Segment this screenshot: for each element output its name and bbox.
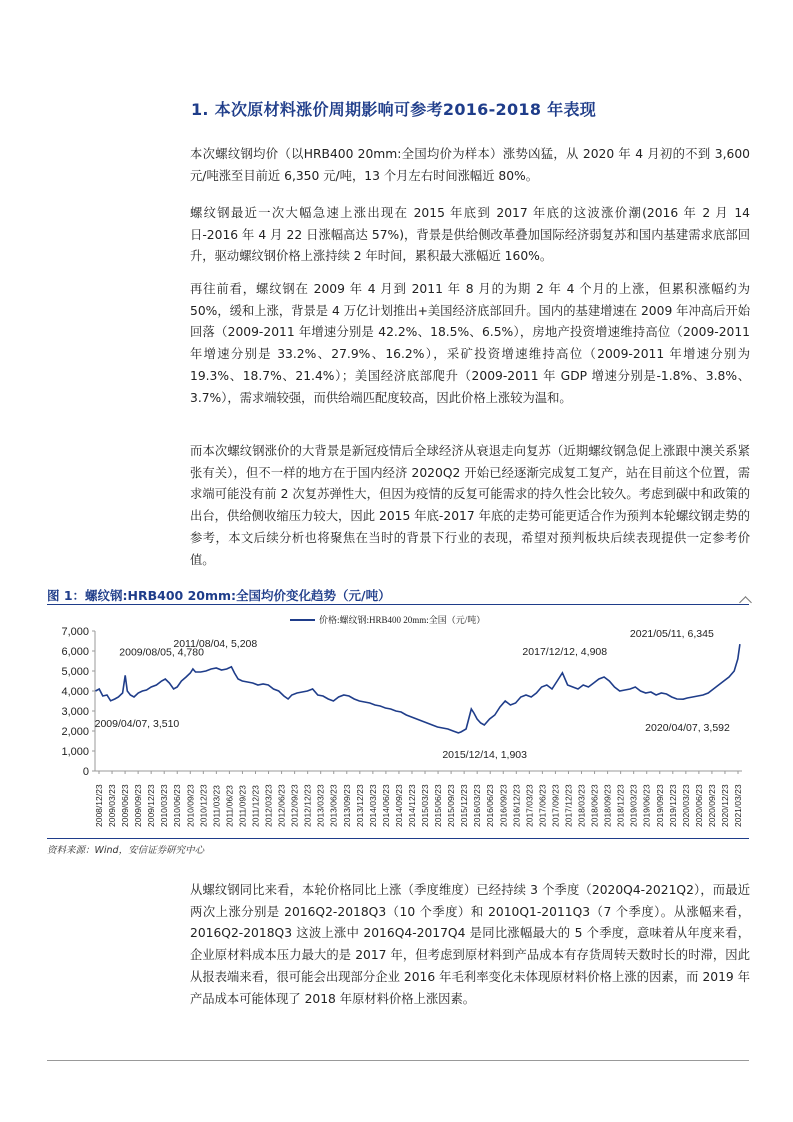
x-tick-label: 2015/03/23 xyxy=(420,784,431,827)
x-tick-label: 2014/03/23 xyxy=(367,784,378,827)
y-tick-label: 0 xyxy=(82,766,89,778)
x-tick-label: 2011/09/23 xyxy=(237,785,248,827)
figure-title: 图 1：螺纹钢:HRB400 20mm:全国均价变化趋势（元/吨） xyxy=(47,588,391,603)
x-tick-label: 2015/06/23 xyxy=(433,784,444,827)
x-tick-label: 2014/09/23 xyxy=(393,784,404,827)
x-tick-label: 2012/06/23 xyxy=(276,784,287,827)
x-tick-label: 2020/06/23 xyxy=(693,784,704,827)
x-tick-label: 2012/09/23 xyxy=(289,784,300,827)
paragraph-5: 从螺纹钢同比来看，本轮价格同比上涨（季度维度）已经持续 3 个季度（2020Q4-2021Q2），而最近两次上涨分别是 2016Q2-2018Q3（10 个季度）和 2010Q1-2011Q3（7 个季度）。从涨幅来看，2016Q2-2018Q3 这波上涨中 2016Q4-2017Q4 是同比涨幅最大的 5 个季度，意味着从年度来看，企业原材料成本压力最大的是 2017 年，但考虑到原材料到产品成本有存货周转天数时长的时滞，因此从报表端来看，很可能会出现部分企业 2016 年毛利率变化未体现原材料价格上涨的因素，而 2019 年产品成本可能体现了 2018 年原材料价格上涨因素。 xyxy=(190,883,750,1006)
y-tick-label: 5,000 xyxy=(61,666,89,678)
x-tick-label: 2009/12/23 xyxy=(146,784,157,827)
paragraph-1: 本次螺纹钢均价（以HRB400 20mm:全国均价为样本）涨势凶猛，从 2020 年 4 月初的不到 3,600 元/吨涨至目前近 6,350 元/吨，13 个月左右时间涨幅近 80%。 xyxy=(190,147,750,183)
x-tick-label: 2013/03/23 xyxy=(315,784,326,827)
x-tick-label: 2013/06/23 xyxy=(328,784,339,827)
x-tick-label: 2010/03/23 xyxy=(159,784,170,827)
y-tick-label: 4,000 xyxy=(61,686,89,698)
x-tick-label: 2018/03/23 xyxy=(576,784,587,827)
x-tick-label: 2021/03/23 xyxy=(733,784,743,827)
data-annotation: 2015/12/14, 1,903 xyxy=(442,748,527,761)
x-tick-label: 2020/12/23 xyxy=(719,784,730,827)
x-tick-label: 2016/03/23 xyxy=(472,784,483,827)
x-tick-label: 2020/03/23 xyxy=(680,784,691,827)
data-annotation: 2009/08/05, 4,780 xyxy=(119,646,204,659)
price-chart-svg xyxy=(40,609,750,839)
x-tick-label: 2017/12/23 xyxy=(563,784,574,827)
page-footer-rule xyxy=(47,1060,749,1061)
y-tick-label: 7,000 xyxy=(61,626,89,638)
x-tick-label: 2014/12/23 xyxy=(406,784,417,827)
x-tick-label: 2010/12/23 xyxy=(198,784,209,827)
legend-label: 价格:螺纹钢:HRB400 20mm:全国（元/吨） xyxy=(319,615,486,625)
data-annotation: 2011/08/04, 5,208 xyxy=(173,637,258,650)
data-annotation: 2021/05/11, 6,345 xyxy=(629,628,714,641)
x-tick-label: 2010/06/23 xyxy=(172,784,183,827)
x-tick-label: 2019/12/23 xyxy=(667,784,678,827)
x-tick-label: 2017/03/23 xyxy=(524,784,535,827)
x-tick-label: 2018/06/23 xyxy=(589,784,600,827)
x-tick-label: 2016/06/23 xyxy=(485,784,496,827)
data-annotation: 2020/04/07, 3,592 xyxy=(645,722,730,735)
x-tick-label: 2013/09/23 xyxy=(341,784,352,827)
paragraph-4: 而本次螺纹钢涨价的大背景是新冠疫情后全球经济从衰退走向复苏（近期螺纹钢急促上涨跟中澳关系紧张有关），但不一样的地方在于国内经济 2020Q2 开始已经逐渐完成复工复产，站在目前这个位置，需求端可能没有前 2 次复苏弹性大，但因为疫情的反复可能需求的持久性会比较久。考虑到碳中和政策的出台，供给侧收缩压力较大，因此 2015 年底-2017 年底的走势可能更适合作为预判本轮螺纹钢走势的参考，本文后续分析也将聚焦在当时的背景下行业的表现，希望对预判板块后续表现提供一定参考价值。 xyxy=(190,444,750,567)
x-tick-label: 2010/09/23 xyxy=(185,784,196,827)
y-tick-label: 2,000 xyxy=(61,726,89,738)
x-tick-label: 2011/12/23 xyxy=(250,785,261,827)
x-tick-label: 2019/09/23 xyxy=(654,784,665,827)
figure-bottom-rule xyxy=(47,838,749,839)
y-tick-label: 1,000 xyxy=(61,746,89,758)
paragraph-2: 螺纹钢最近一次大幅急速上涨出现在 2015 年底到 2017 年底的这波涨价潮(2016 年 2 月 14 日-2016 年 4 月 22 日涨幅高达 57%)，背景是供给侧改革叠加国际经济弱复苏和国内基建需求底部回升，驱动螺纹钢价格上涨持续 2 年时间，累积最大涨幅近 160%。 xyxy=(190,206,750,264)
figure-source: 资料来源：Wind，安信证券研究中心 xyxy=(47,845,205,856)
x-tick-label: 2017/06/23 xyxy=(537,784,548,827)
x-tick-label: 2008/12/23 xyxy=(94,784,104,827)
x-tick-label: 2014/06/23 xyxy=(380,784,391,827)
x-tick-label: 2019/06/23 xyxy=(641,784,652,827)
x-tick-label: 2019/03/23 xyxy=(628,784,639,827)
x-tick-label: 2015/12/23 xyxy=(459,784,470,827)
data-annotation: 2017/12/12, 4,908 xyxy=(522,645,608,658)
x-tick-label: 2011/06/23 xyxy=(224,785,235,827)
x-tick-label: 2016/09/23 xyxy=(498,784,509,827)
x-tick-label: 2011/03/23 xyxy=(211,785,222,827)
paragraph-3: 再往前看，螺纹钢在 2009 年 4 月到 2011 年 8 月的为期 2 年 4 个月的上涨，但累积涨幅约为 50%，缓和上涨，背景是 4 万亿计划推出+美国经济底部回升。国内的基建增速在 2009 年冲高后开始回落（2009-2011 年增速分别是 42.2%、18.5%、6.5%），房地产投资增速维持高位（2009-2011 年增速分别是 33.2%、27.9%、16.2%），采矿投资增速维持高位（2009-2011 年增速分别为 19.3%、18.7%、21.4%）；美国经济底部爬升（2009-2011 年 GDP 增速分别是-1.8%、3.8%、3.7%），需求端较强，而供给端匹配度较高，因此价格上涨较为温和。 xyxy=(190,282,750,405)
x-tick-label: 2017/09/23 xyxy=(550,784,561,827)
y-tick-label: 3,000 xyxy=(61,706,89,718)
figure-top-rule xyxy=(47,604,749,605)
x-tick-label: 2020/09/23 xyxy=(706,784,717,827)
x-tick-label: 2009/06/23 xyxy=(120,784,131,827)
x-tick-label: 2009/09/23 xyxy=(133,784,144,827)
x-tick-label: 2009/03/23 xyxy=(107,784,118,827)
x-tick-label: 2012/12/23 xyxy=(302,784,313,827)
x-tick-label: 2015/09/23 xyxy=(446,784,457,827)
price-chart xyxy=(40,609,750,839)
x-tick-label: 2013/12/23 xyxy=(354,784,365,827)
x-tick-label: 2012/03/23 xyxy=(263,784,274,827)
data-annotation: 2009/04/07, 3,510 xyxy=(94,717,180,730)
x-tick-label: 2018/09/23 xyxy=(602,784,613,827)
x-tick-label: 2018/12/23 xyxy=(615,784,626,827)
x-tick-label: 2016/12/23 xyxy=(511,784,522,827)
section-heading: 1. 本次原材料涨价周期影响可参考2016-2018 年表现 xyxy=(191,100,597,119)
y-tick-label: 6,000 xyxy=(61,646,89,658)
